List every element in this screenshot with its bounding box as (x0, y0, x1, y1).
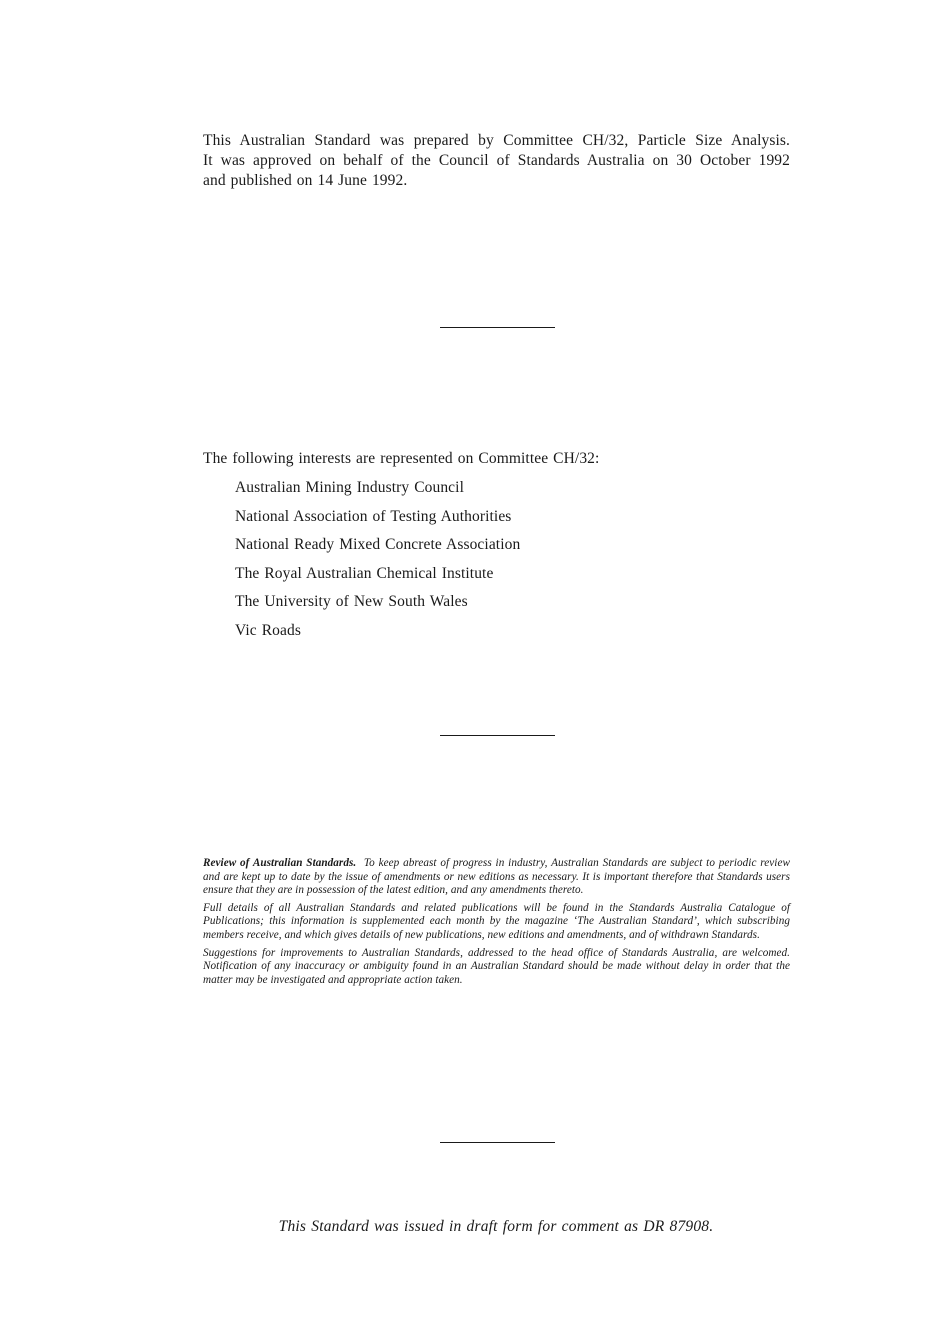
interests-list (203, 478, 790, 641)
section-divider-2 (440, 735, 555, 736)
preparation-statement (203, 131, 790, 191)
interest-item: The Royal Australian Chemical Institute (235, 564, 494, 582)
review-text-1: To keep abreast of progress in industry, Australian Standards are subject to periodic review and are kept up to date by the issue of amendments or new editions as necessary. It is important therefore that Standards users ensure that they are in possession of the latest edition, and any amendments thereto. (203, 857, 790, 897)
interest-item: National Association of Testing Authorities (235, 507, 512, 525)
committee-interests (203, 449, 790, 650)
draft-notice (0, 1218, 950, 1236)
review-paragraph-3: Suggestions for improvements to Australian Standards, addressed to the head office of Standards Australia, are welcomed. Notification of any inaccuracy or ambiguity found in an Australian Standard should be made without delay in order that the matter may be investigated and appropriate action taken. (203, 946, 790, 986)
draft-notice-text: This Standard was issued in draft form for comment as DR 87908. (278, 1218, 714, 1235)
section-divider-1 (440, 327, 555, 328)
review-paragraph-2: Full details of all Australian Standards and related publications will be found in the Standards Australia Catalogue of Publications; this information is supplemented each month by the magazine ‘The Australian Standard’, which subscribing members receive, and which gives details of new publications, new editions and amendments, and of withdrawn Standards. (203, 901, 790, 941)
interests-heading: The following interests are represented on Committee CH/32: (203, 450, 600, 467)
preparation-line-2: It was approved on behalf of the Council of Standards Australia on 30 October 1992 (203, 152, 790, 169)
preparation-line-1: This Australian Standard was prepared by Committee CH/32, Particle Size Analysis. (203, 132, 790, 149)
interest-item: National Ready Mixed Concrete Association (235, 536, 521, 554)
review-notice (203, 857, 790, 991)
interest-item: The University of New South Wales (235, 593, 468, 611)
section-divider-3 (440, 1142, 555, 1143)
review-paragraph-1 (203, 857, 790, 898)
interest-item: Vic Roads (235, 621, 301, 639)
preparation-line-3: and published on 14 June 1992. (203, 172, 408, 189)
review-title: Review of Australian Standards. (203, 857, 357, 869)
interest-item: Australian Mining Industry Council (235, 479, 464, 496)
